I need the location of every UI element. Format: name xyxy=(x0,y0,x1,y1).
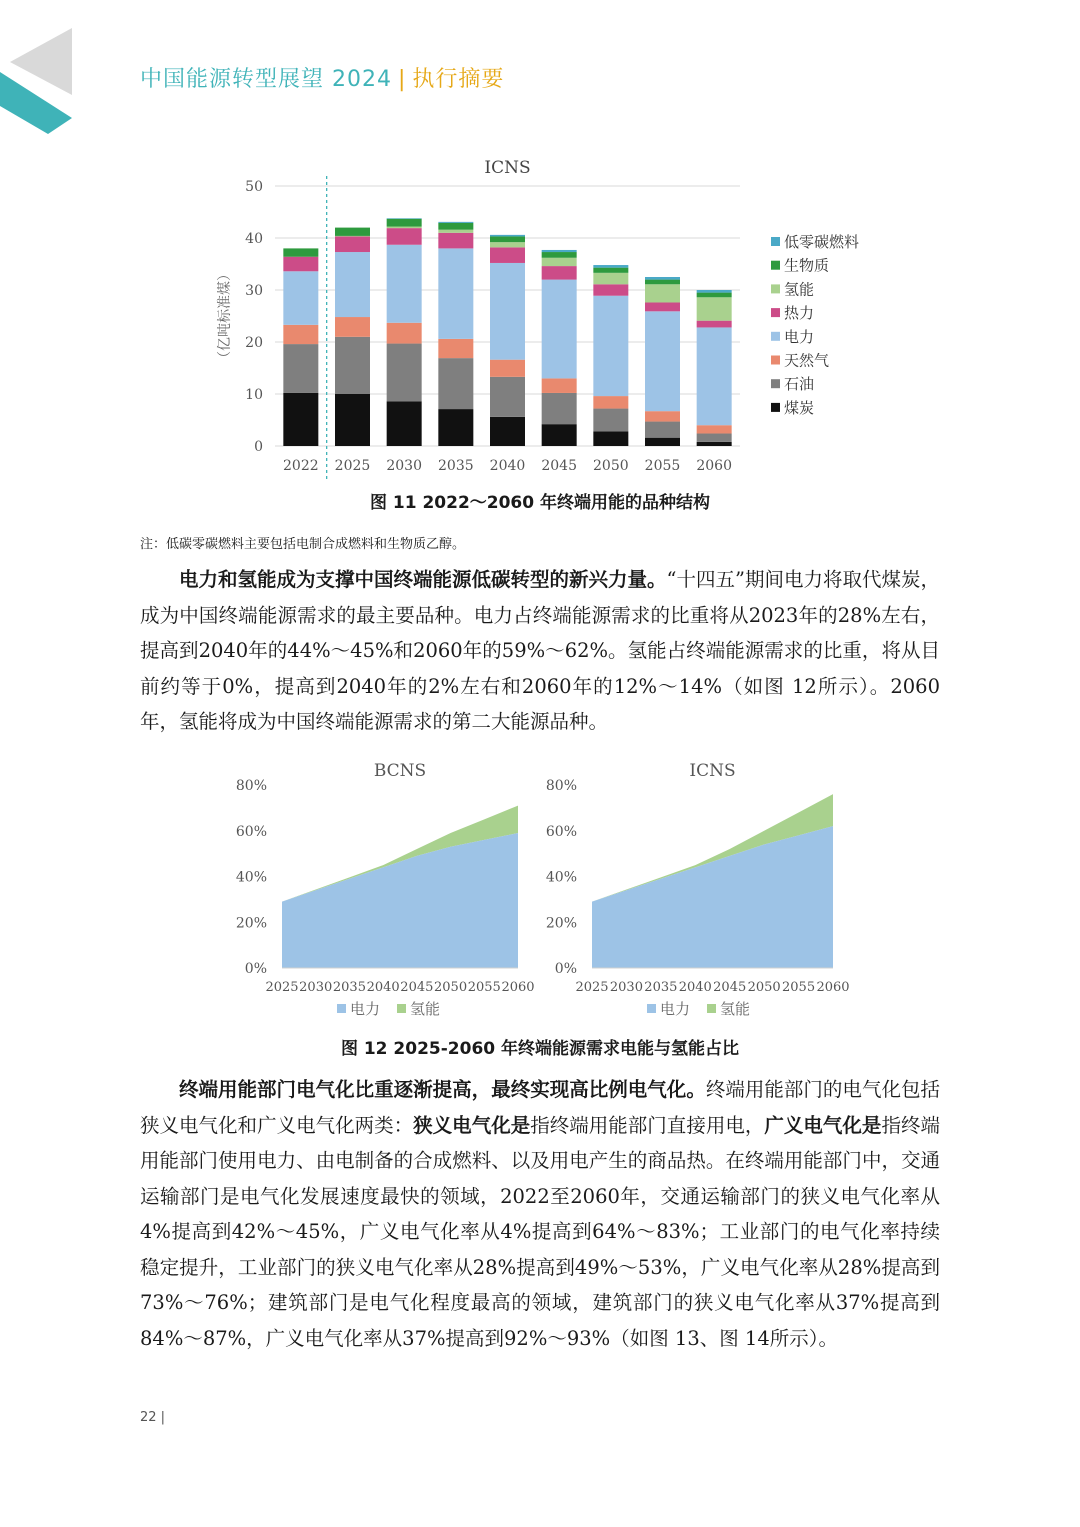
legend-swatch xyxy=(397,1004,406,1013)
bar-segment xyxy=(645,277,680,280)
bar-segment xyxy=(438,222,473,223)
bar-segment xyxy=(387,227,422,229)
bar-segment xyxy=(490,377,525,417)
legend-label: 热力 xyxy=(784,304,815,323)
legend-label: 低零碳燃料 xyxy=(784,233,860,251)
x-tick-label: 2040 xyxy=(366,980,400,995)
paragraph-2-text-c: 指终端用能部门使用电力、由电制备的合成燃料、以及用电产生的商品热。在终端用能部门中，交通运输部门是电气化发展速度最快的领域，2022至2060年，交通运输部门的狭义电气化率从4%提高到42%～45%，广义电气化率从4%提高到64%～83%；工业部门的电气化率持续稳定提升，工业部门的狭义电气化率从28%提高到49%～53%，广义电气化率从28%提高到73%～76%；建筑部门是电气化程度最高的领域，建筑部门的狭义电气化率从37%提高到84%～87%，广义电气化率从37%提高到92%～93%（如图 13、图 14所示）。 xyxy=(140,1113,940,1350)
page-number: 22 | xyxy=(140,1410,166,1425)
y-tick-label: 10 xyxy=(245,387,263,403)
bar-segment xyxy=(335,317,370,337)
y-tick-label: 50 xyxy=(245,179,263,195)
legend-label: 氢能 xyxy=(410,1000,441,1018)
x-tick-label: 2055 xyxy=(644,458,681,474)
y-tick-label: 20% xyxy=(545,915,577,932)
bar-segment xyxy=(438,223,473,230)
legend-swatch xyxy=(337,1004,346,1013)
header-separator: | xyxy=(397,67,407,92)
x-tick-label: 2025 xyxy=(575,980,609,995)
paragraph-2-bold-lead: 终端用能部门电气化比重逐渐提高，最终实现高比例电气化。 xyxy=(179,1078,706,1101)
bar-segment xyxy=(542,378,577,393)
y-tick-label: 80% xyxy=(235,778,267,794)
paragraph-2-text-b: 指终端用能部门直接用电， xyxy=(530,1113,765,1137)
chart-title: BCNS xyxy=(373,761,427,781)
figure-12-icns-area-chart xyxy=(535,752,850,1027)
x-tick-label: 2045 xyxy=(541,458,577,474)
bar-segment xyxy=(283,248,318,256)
area-series-电力 xyxy=(282,833,518,968)
x-tick-label: 2045 xyxy=(400,980,434,995)
y-axis-label: （亿吨标准煤） xyxy=(217,267,233,365)
bar-segment xyxy=(438,233,473,249)
legend-label: 氢能 xyxy=(720,1000,751,1018)
header-subtitle: 执行摘要 xyxy=(412,67,505,92)
legend-label: 电力 xyxy=(660,1000,691,1018)
bar-segment xyxy=(438,339,473,358)
bar-segment xyxy=(283,344,318,393)
bar-segment xyxy=(438,358,473,409)
paragraph-1-bold-lead: 电力和氢能成为支撑中国终端能源低碳转型的新兴力量。 xyxy=(179,568,667,591)
x-tick-label: 2030 xyxy=(609,980,643,995)
bar-segment xyxy=(335,228,370,236)
bar-segment xyxy=(645,422,680,438)
y-tick-label: 0% xyxy=(244,961,267,977)
chart-svg xyxy=(205,150,885,480)
bar-segment xyxy=(593,409,628,432)
legend-swatch xyxy=(771,379,780,388)
page-number-value: 22 xyxy=(140,1410,157,1425)
y-tick-label: 0 xyxy=(254,439,263,455)
y-tick-label: 20% xyxy=(235,915,267,932)
legend-swatch xyxy=(771,261,780,270)
chart-title: ICNS xyxy=(689,761,736,781)
legend-label: 生物质 xyxy=(784,256,830,275)
x-tick-label: 2060 xyxy=(696,458,732,474)
chart-svg xyxy=(225,752,535,1027)
paragraph-2-bold-c: 广义电气化是 xyxy=(764,1113,882,1137)
bar-segment xyxy=(490,247,525,263)
x-tick-label: 2040 xyxy=(678,980,712,995)
bar-segment xyxy=(438,230,473,233)
legend-swatch xyxy=(771,284,780,293)
x-tick-label: 2025 xyxy=(265,980,299,995)
bar-segment xyxy=(542,266,577,280)
legend-swatch xyxy=(771,237,780,246)
y-tick-label: 40% xyxy=(235,869,267,886)
bar-segment xyxy=(542,393,577,424)
bar-segment xyxy=(335,337,370,394)
bar-segment xyxy=(593,265,628,268)
y-tick-label: 60% xyxy=(235,823,267,840)
bar-segment xyxy=(335,236,370,252)
y-tick-label: 40% xyxy=(545,869,577,886)
bar-segment xyxy=(387,228,422,245)
y-tick-label: 40 xyxy=(245,231,263,247)
paragraph-2-text-a: 终端用能部门的电气化包括狭义电气化和广义电气化两类： xyxy=(140,1078,940,1137)
bar-segment xyxy=(490,417,525,446)
legend-label: 天然气 xyxy=(784,351,830,370)
bar-segment xyxy=(697,327,732,425)
bar-segment xyxy=(542,250,577,252)
legend-swatch xyxy=(647,1004,656,1013)
bar-segment xyxy=(542,280,577,379)
bar-segment xyxy=(283,393,318,446)
y-tick-label: 80% xyxy=(545,778,577,794)
x-tick-label: 2040 xyxy=(489,458,526,474)
bar-segment xyxy=(645,302,680,311)
x-tick-label: 2060 xyxy=(501,980,535,995)
bar-segment xyxy=(283,325,318,344)
x-tick-label: 2050 xyxy=(747,980,781,995)
figure-11-caption: 图 11 2022～2060 年终端用能的品种结构 xyxy=(369,493,711,513)
bar-segment xyxy=(490,263,525,360)
x-tick-label: 2055 xyxy=(782,980,816,995)
figure-11-note: 注：低碳零碳燃料主要包括电制合成燃料和生物质乙醇。 xyxy=(140,537,466,552)
x-tick-label: 2030 xyxy=(299,980,333,995)
bar-segment xyxy=(697,425,732,433)
bar-segment xyxy=(697,434,732,442)
bar-segment xyxy=(335,252,370,317)
bar-segment xyxy=(387,344,422,402)
bar-segment xyxy=(697,321,732,328)
legend-swatch xyxy=(771,403,780,412)
header-title xyxy=(140,62,504,93)
bar-segment xyxy=(645,438,680,446)
bar-segment xyxy=(593,284,628,295)
bar-segment xyxy=(593,268,628,273)
bar-segment xyxy=(438,248,473,338)
bar-segment xyxy=(542,424,577,446)
bar-segment xyxy=(335,394,370,446)
bar-segment xyxy=(697,290,732,293)
bar-segment xyxy=(697,442,732,446)
bar-segment xyxy=(283,271,318,325)
x-tick-label: 2050 xyxy=(434,980,468,995)
figure-12-bcns-area-chart xyxy=(225,752,535,1027)
figure-12-caption: 图 12 2025-2060 年终端能源需求电能与氢能占比 xyxy=(340,1039,740,1059)
y-tick-label: 0% xyxy=(554,961,577,977)
legend-swatch xyxy=(707,1004,716,1013)
y-tick-label: 20 xyxy=(245,335,263,351)
bar-segment xyxy=(593,396,628,408)
bar-segment xyxy=(593,273,628,284)
legend-label: 电力 xyxy=(784,327,815,346)
x-tick-label: 2025 xyxy=(334,458,371,474)
x-tick-label: 2035 xyxy=(332,980,366,995)
paragraph-1-text: “十四五”期间电力将取代煤炭，成为中国终端能源需求的最主要品种。电力占终端能源需求的比重将从2023年的28%左右，提高到2040年的44%～45%和2060年的59%～62%。氢能占终端能源需求的比重，将从目前约等于0%，提高到2040年的2%左右和2060年的12%～14%（如图 12所示）。2060年，氢能将成为中国终端能源需求的第二大能源品种。 xyxy=(140,568,940,733)
legend-swatch xyxy=(771,308,780,317)
bar-segment xyxy=(645,280,680,285)
x-tick-label: 2050 xyxy=(593,458,629,474)
paragraph-1 xyxy=(140,562,940,740)
bar-segment xyxy=(542,258,577,266)
bar-segment xyxy=(283,257,318,272)
bar-segment xyxy=(645,284,680,302)
bar-segment xyxy=(438,409,473,446)
x-tick-label: 2060 xyxy=(816,980,850,995)
area-series-电力 xyxy=(592,826,833,968)
bar-segment xyxy=(593,296,628,396)
bar-segment xyxy=(645,411,680,421)
y-tick-label: 30 xyxy=(245,283,263,299)
bar-segment xyxy=(387,245,422,323)
bar-segment xyxy=(593,431,628,446)
bar-segment xyxy=(335,236,370,237)
x-tick-label: 2055 xyxy=(467,980,501,995)
header-main-title: 中国能源转型展望 2024 xyxy=(140,67,392,92)
bar-segment xyxy=(490,242,525,247)
chart-title: ICNS xyxy=(484,158,531,178)
bar-segment xyxy=(387,323,422,344)
x-tick-label: 2045 xyxy=(713,980,747,995)
y-tick-label: 60% xyxy=(545,823,577,840)
bar-segment xyxy=(490,235,525,237)
bar-segment xyxy=(697,297,732,320)
x-tick-label: 2030 xyxy=(386,458,422,474)
bar-segment xyxy=(490,360,525,377)
bar-segment xyxy=(645,311,680,411)
legend-label: 氢能 xyxy=(784,280,815,299)
bar-segment xyxy=(697,293,732,298)
corner-decoration xyxy=(0,0,90,140)
bar-segment xyxy=(542,252,577,258)
figure-11-stacked-bar-chart xyxy=(205,150,885,480)
bar-segment xyxy=(387,401,422,446)
legend-swatch xyxy=(771,356,780,365)
bar-segment xyxy=(490,236,525,242)
x-tick-label: 2035 xyxy=(644,980,678,995)
paragraph-2 xyxy=(140,1072,940,1356)
x-tick-label: 2022 xyxy=(283,458,319,474)
legend-label: 煤炭 xyxy=(784,398,815,417)
bar-segment xyxy=(387,218,422,219)
paragraph-2-bold-b: 狭义电气化是 xyxy=(413,1113,531,1137)
x-tick-label: 2035 xyxy=(438,458,474,474)
bar-segment xyxy=(387,219,422,227)
legend-swatch xyxy=(771,332,780,341)
legend-label: 电力 xyxy=(350,1000,381,1018)
legend-label: 石油 xyxy=(784,375,815,394)
chart-svg xyxy=(535,752,850,1027)
